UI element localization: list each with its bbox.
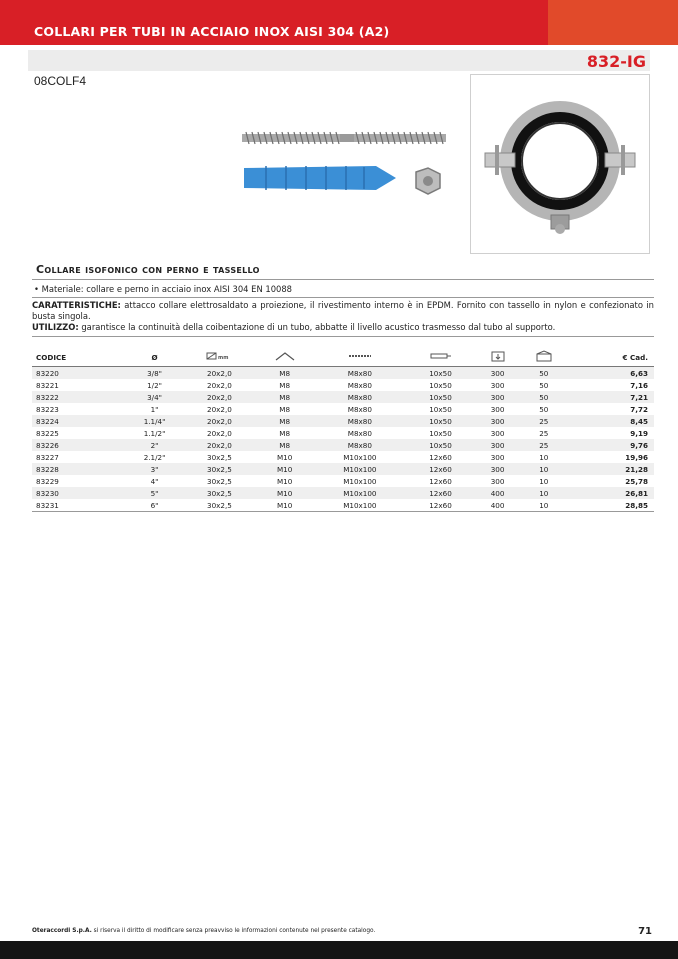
table-row <box>32 499 654 512</box>
cell-box: 300 <box>490 452 505 462</box>
disclaimer: si riserva il diritto di modificare senza preavviso le informazioni contenute nel presente catalogo. <box>91 928 376 934</box>
divider <box>32 336 654 337</box>
anchor-size-icon <box>405 348 476 367</box>
band-size-icon <box>184 348 255 367</box>
cell-package: 25 <box>539 428 549 438</box>
cell-anchor: 10x50 <box>429 380 452 390</box>
cell-codice: 83221 <box>36 380 59 390</box>
cell-screw: M8x80 <box>347 380 372 390</box>
description <box>32 300 654 333</box>
cell-diameter: 1" <box>150 404 159 414</box>
cell-diameter: 1/2" <box>147 380 162 390</box>
cell-price: 25,78 <box>625 476 648 486</box>
page-title: COLLARI PER TUBI IN ACCIAIO INOX AISI 304 (A2) <box>34 24 390 39</box>
table-row <box>32 403 654 415</box>
characteristics-text: attacco collare elettrosaldato a proiezione, il rivestimento interno è in EPDM. Fornito con tassello in nylon e confezionato in busta singola. <box>32 300 654 321</box>
use-label: UTILIZZO: <box>32 322 79 332</box>
divider <box>32 279 654 280</box>
cell-screw: M8x80 <box>315 415 406 427</box>
table-row <box>32 475 654 487</box>
cell-package: 25 <box>519 439 568 451</box>
characteristics-label: CARATTERISTICHE: <box>32 300 121 310</box>
col-price: € Cad. <box>568 348 654 367</box>
cell-box: 300 <box>476 439 519 451</box>
table-row <box>32 391 654 403</box>
cell-diameter: 1.1/4" <box>125 415 184 427</box>
cell-package: 10 <box>539 476 549 486</box>
cell-codice: 83225 <box>36 428 59 438</box>
cell-price: 21,28 <box>568 463 654 475</box>
cell-price: 26,81 <box>568 487 654 499</box>
cell-price: 28,85 <box>568 499 654 512</box>
cell-nut: M10 <box>276 452 293 462</box>
cell-screw: M8x80 <box>347 428 372 438</box>
cell-package: 10 <box>519 487 568 499</box>
company-name: Oteraccordi S.p.A. <box>32 928 92 934</box>
col-codice: CODICE <box>32 348 125 367</box>
cell-nut: M10 <box>255 463 315 475</box>
page-number: 71 <box>638 926 652 937</box>
cell-anchor: 10x50 <box>405 367 476 380</box>
cell-price: 9,19 <box>630 428 648 438</box>
package-qty-icon <box>519 348 568 367</box>
code-band <box>28 50 650 71</box>
cell-package: 10 <box>539 452 549 462</box>
cell-diameter: 2.1/2" <box>143 452 166 462</box>
cell-screw: M8x80 <box>315 439 406 451</box>
cell-screw: M8x80 <box>315 391 406 403</box>
cell-anchor: 10x50 <box>429 404 452 414</box>
cell-band: 20x2,0 <box>184 439 255 451</box>
cell-codice: 83223 <box>36 404 59 414</box>
cell-anchor: 10x50 <box>429 428 452 438</box>
cell-box: 300 <box>490 404 505 414</box>
divider <box>32 297 654 298</box>
product-table <box>32 348 654 512</box>
screw-size-icon <box>315 348 406 367</box>
cell-anchor: 12x60 <box>405 499 476 512</box>
cell-codice: 83228 <box>32 463 125 475</box>
cell-anchor: 10x50 <box>405 439 476 451</box>
col-diameter: Ø <box>125 348 184 367</box>
cell-diameter: 4" <box>150 476 159 486</box>
cell-band: 20x2,0 <box>207 428 232 438</box>
cell-screw: M10x100 <box>343 452 377 462</box>
cell-price: 19,96 <box>625 452 648 462</box>
cell-anchor: 12x60 <box>429 452 452 462</box>
cell-package: 50 <box>539 380 549 390</box>
cell-box: 300 <box>476 391 519 403</box>
cell-box: 300 <box>490 476 505 486</box>
cell-nut: M10 <box>276 476 293 486</box>
cell-codice: 83229 <box>36 476 59 486</box>
cell-diameter: 6" <box>125 499 184 512</box>
cell-band: 30x2,5 <box>184 487 255 499</box>
cell-anchor: 10x50 <box>405 415 476 427</box>
cell-screw: M10x100 <box>315 487 406 499</box>
box-qty-icon <box>476 348 519 367</box>
table-row <box>32 415 654 427</box>
cell-codice: 83224 <box>32 415 125 427</box>
cell-box: 300 <box>490 428 505 438</box>
cell-codice: 83222 <box>32 391 125 403</box>
product-code: 832-IG <box>586 52 646 71</box>
cell-box: 300 <box>490 380 505 390</box>
catalog-code: 08COLF4 <box>34 74 87 88</box>
table-row <box>32 451 654 463</box>
cell-screw: M10x100 <box>315 499 406 512</box>
cell-codice: 83227 <box>36 452 59 462</box>
cell-price: 6,63 <box>568 367 654 380</box>
cell-anchor: 12x60 <box>405 463 476 475</box>
cell-price: 8,45 <box>568 415 654 427</box>
cell-package: 10 <box>519 499 568 512</box>
cell-screw: M10x100 <box>343 476 377 486</box>
cell-price: 7,72 <box>630 404 648 414</box>
cell-box: 300 <box>476 415 519 427</box>
cell-codice: 83231 <box>32 499 125 512</box>
cell-diameter: 3/8" <box>125 367 184 380</box>
cell-band: 30x2,5 <box>207 452 232 462</box>
cell-price: 7,21 <box>568 391 654 403</box>
cell-nut: M8 <box>279 380 291 390</box>
cell-codice: 83226 <box>32 439 125 451</box>
cell-box: 300 <box>476 367 519 380</box>
cell-nut: M8 <box>279 428 291 438</box>
cell-price: 9,76 <box>568 439 654 451</box>
cell-box: 300 <box>476 463 519 475</box>
nut-thread-icon <box>255 348 315 367</box>
cell-nut: M8 <box>255 415 315 427</box>
cell-nut: M8 <box>255 367 315 380</box>
cell-band: 20x2,0 <box>184 415 255 427</box>
cell-anchor: 12x60 <box>429 476 452 486</box>
cell-band: 20x2,0 <box>207 404 232 414</box>
cell-diameter: 3/4" <box>125 391 184 403</box>
table-row <box>32 379 654 391</box>
clamp-image-box <box>470 74 650 254</box>
nylon-anchor-icon <box>244 166 396 190</box>
cell-package: 50 <box>519 367 568 380</box>
cell-codice: 83220 <box>32 367 125 380</box>
cell-band: 30x2,5 <box>184 463 255 475</box>
cell-diameter: 5" <box>125 487 184 499</box>
cell-box: 400 <box>476 487 519 499</box>
cell-package: 10 <box>519 463 568 475</box>
table-row <box>32 367 654 380</box>
cell-codice: 83230 <box>32 487 125 499</box>
cell-anchor: 12x60 <box>405 487 476 499</box>
header-bar <box>0 0 678 45</box>
cell-band: 30x2,5 <box>184 499 255 512</box>
cell-package: 50 <box>539 404 549 414</box>
cell-screw: M10x100 <box>315 463 406 475</box>
cell-nut: M10 <box>255 499 315 512</box>
cell-band: 20x2,0 <box>184 391 255 403</box>
cell-nut: M8 <box>255 391 315 403</box>
cell-diameter: 3" <box>125 463 184 475</box>
cell-diameter: 2" <box>125 439 184 451</box>
cell-nut: M10 <box>255 487 315 499</box>
use-text: garantisce la continuità della coibentazione di un tubo, abbatte il livello acustico trasmesso dal tubo al supporto. <box>78 322 556 332</box>
cell-band: 20x2,0 <box>184 367 255 380</box>
material-line: • Materiale: collare e perno in acciaio inox AISI 304 EN 10088 <box>34 284 293 294</box>
hex-nut-icon <box>416 168 440 194</box>
cell-price: 7,16 <box>630 380 648 390</box>
table-row <box>32 439 654 451</box>
cell-package: 50 <box>519 391 568 403</box>
pipe-clamp-icon <box>471 75 649 253</box>
cell-screw: M8x80 <box>315 367 406 380</box>
product-title: Collare isofonico con perno e tassello <box>36 263 260 276</box>
cell-screw: M8x80 <box>347 404 372 414</box>
hardware-image <box>236 120 456 210</box>
cell-nut: M8 <box>279 404 291 414</box>
cell-band: 30x2,5 <box>207 476 232 486</box>
table-header-row <box>32 348 654 367</box>
threaded-stud-icon <box>242 132 446 144</box>
table-row <box>32 487 654 499</box>
cell-diameter: 1.1/2" <box>143 428 166 438</box>
table-row <box>32 427 654 439</box>
cell-anchor: 10x50 <box>405 391 476 403</box>
footer-bar <box>0 941 678 959</box>
cell-nut: M8 <box>255 439 315 451</box>
cell-band: 20x2,0 <box>207 380 232 390</box>
cell-package: 25 <box>519 415 568 427</box>
header-accent <box>548 0 678 45</box>
footer-note <box>32 928 375 934</box>
table-row <box>32 463 654 475</box>
cell-box: 400 <box>476 499 519 512</box>
svg-text:mm: mm <box>218 355 229 361</box>
